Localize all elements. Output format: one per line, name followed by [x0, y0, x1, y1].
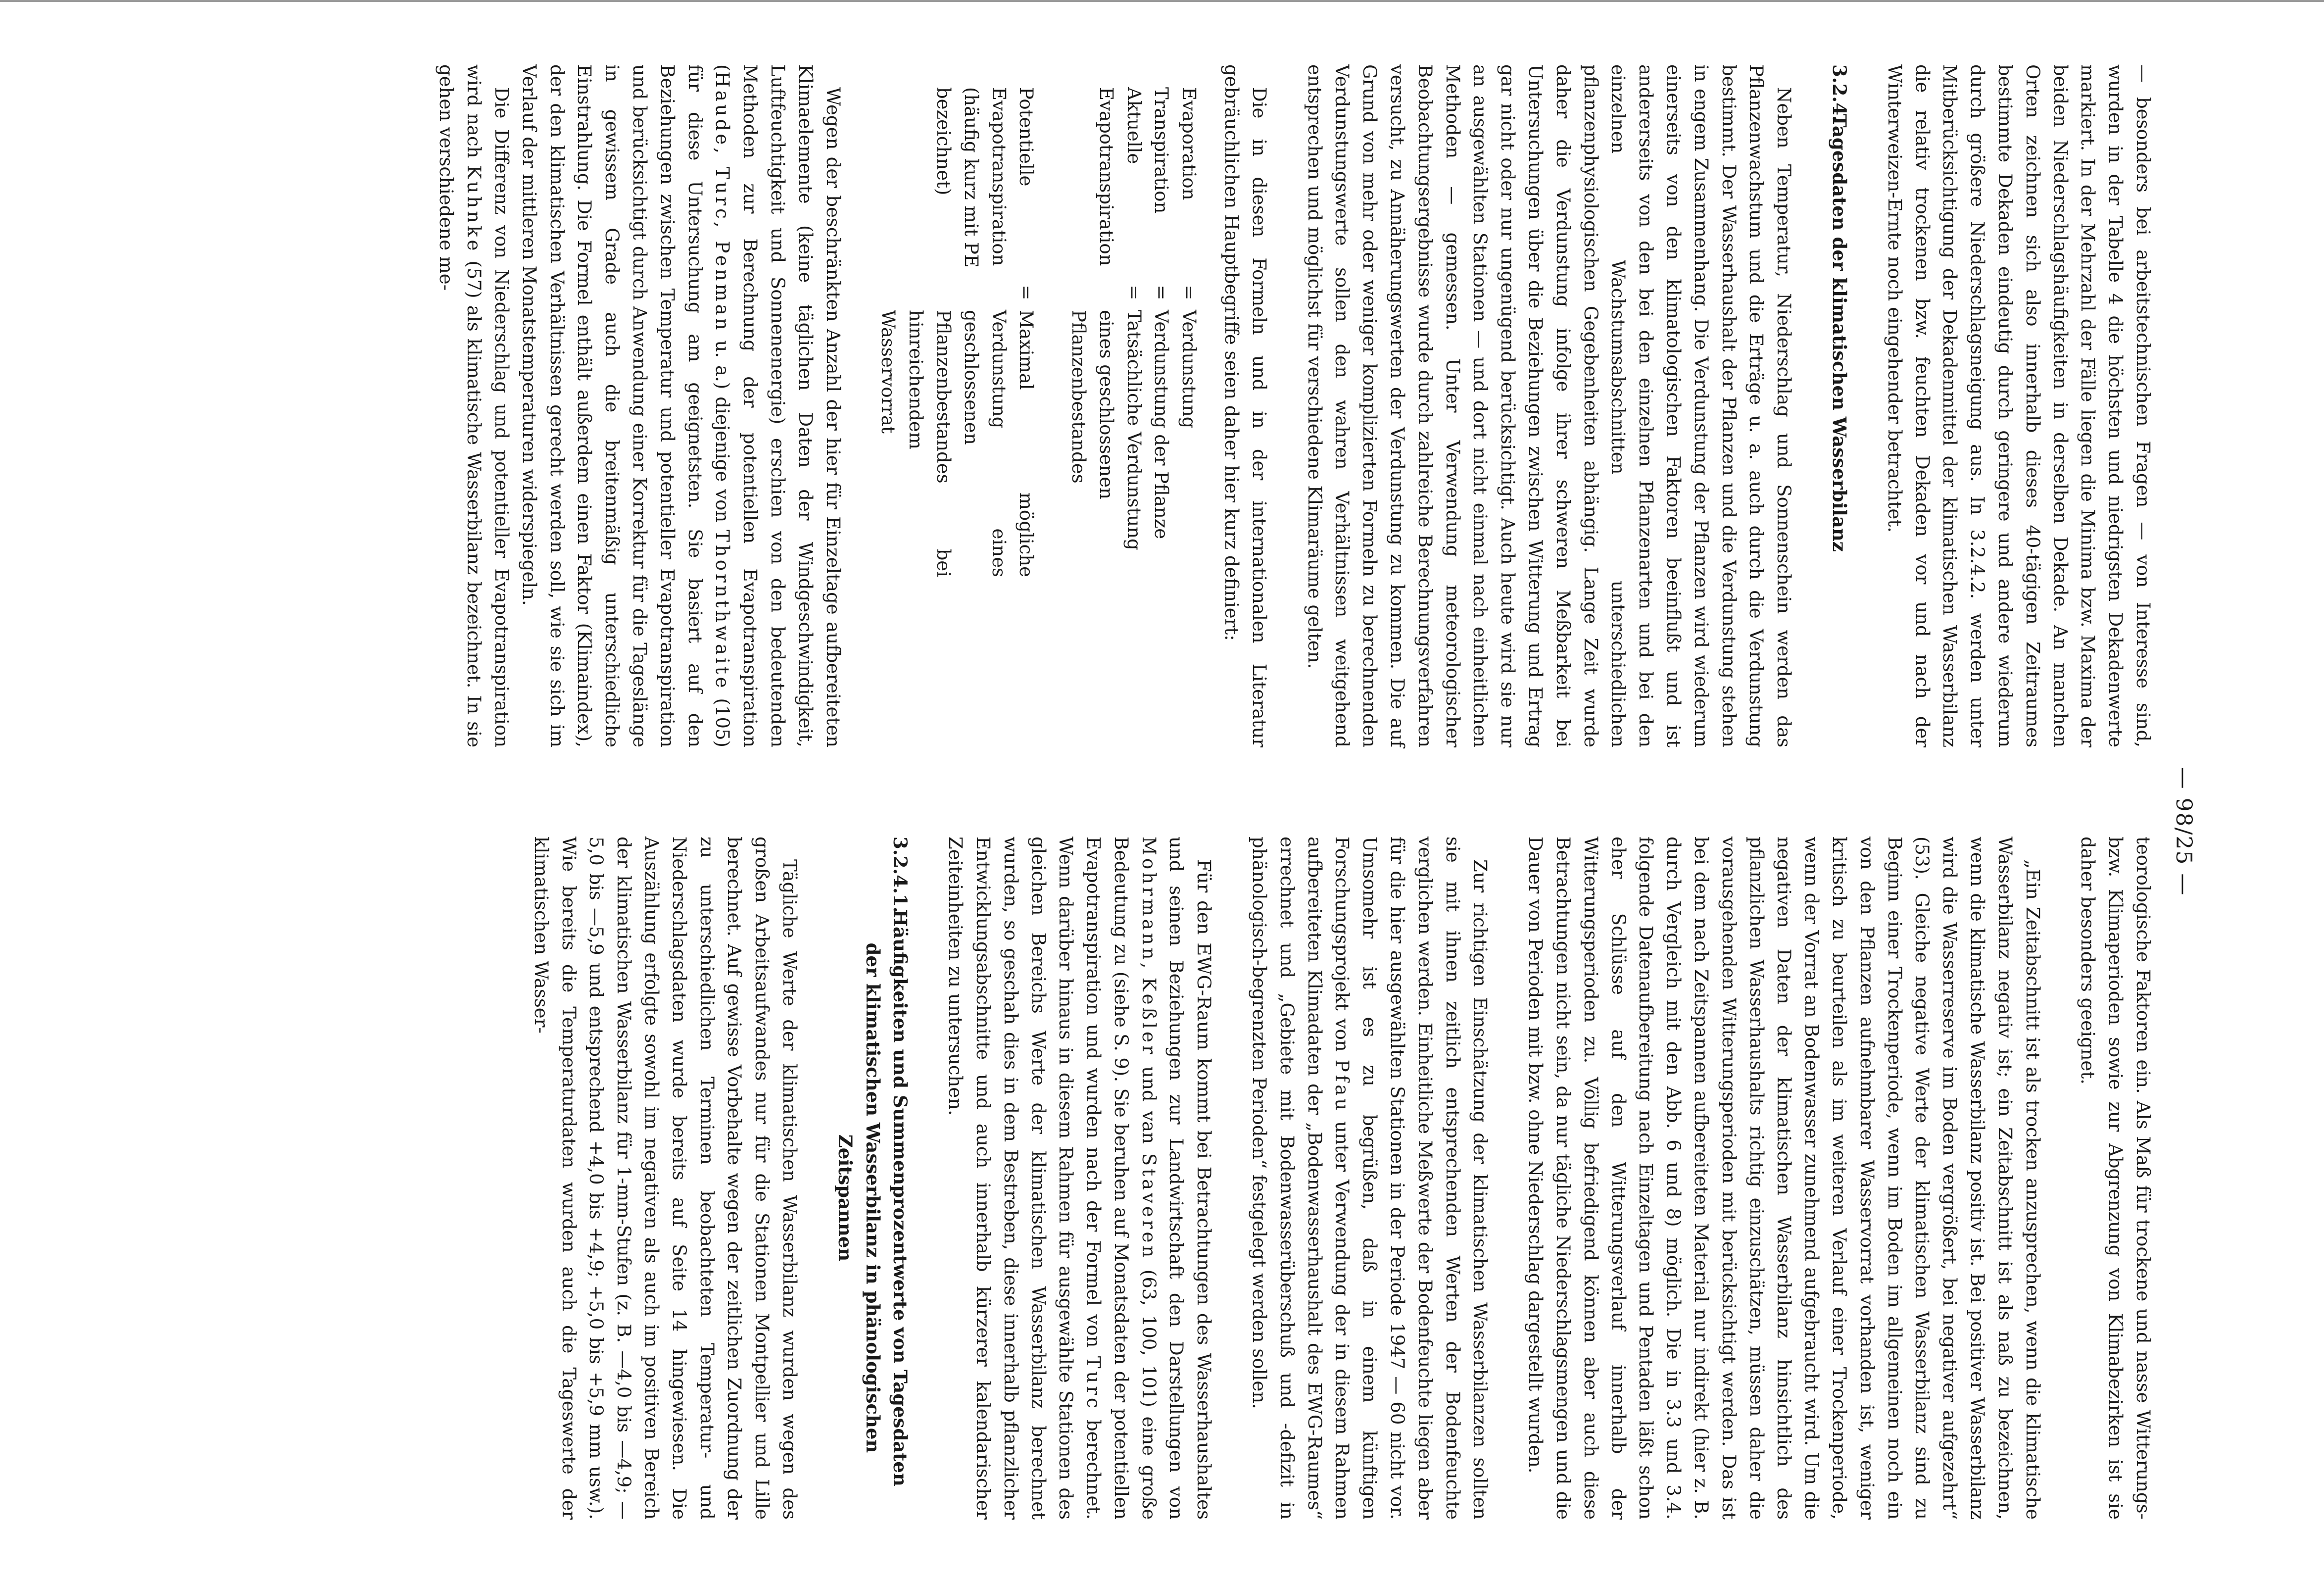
definition-equals: = [1016, 285, 1037, 300]
definition-table [874, 87, 1203, 747]
paragraph: Wegen der beschränkten Anzahl der hier für Einzeltage aufbereiteten Klimaelemente (keine täglichen Daten der Windgeschwindigkeit, Luftfeuchtigkeit und Sonnenenergie) erschien von den bedeutenden Methoden zur Berechnung der potentiellen Evapotranspiration (Haude, Turc, Penman u. a.) diejenige von Thornthwaite (105) für diese Untersuchung am geeignetsten. Sie basiert auf den Beziehungen zwischen Temperatur und potentieller Evapotranspiration und berücksichtigt durch Anwendung einer Korrektur für die Tageslänge in gewissem Grade auch die breitenmäßig unterschiedliche Einstrahlung. Die Formel enthält außerdem einen Faktor (Klimaindex), der den klimatischen Verhältnissen gerecht werden soll, wie sie sich im Verlauf der mittleren Monatstemperaturen widerspiegeln. [518, 64, 844, 747]
paragraph: — besonders bei arbeitstechnischen Fragen — von Interesse sind, wurden in der Tabelle 4 die höchsten und niedrigsten Dekadenwerte markiert. In der Mehrzahl der Fälle liegen die Minima bzw. Maxima der beiden Niederschlagshäufigkeiten in derselben Dekade. An manchen Orten zeichnen sich also innerhalb dieses 40-tägigen Zeitraumes bestimmte Dekaden eindeutig durch geringere und andere wiederum durch größere Niederschlagsneigung aus. In 3.2.4.2. werden unter Mitberücksichtigung der Dekadenmittel der klimatischen Wasserbilanz die relativ trockenen bzw. feuchten Dekaden vor und nach der Winterweizen-Ernte noch eingehender betrachtet. [1884, 64, 2154, 747]
author-name: Turc [1083, 1356, 1105, 1411]
section-title: Tagesdaten der klimatischen Wasserbilanz [1829, 114, 1851, 552]
rotated-page [143, 64, 2196, 1529]
author-name: Kuhnke [463, 165, 485, 254]
author-name: Keßler [1138, 977, 1160, 1057]
left-column [433, 64, 2157, 747]
definition-equals: = [1178, 285, 1200, 300]
subsection-heading [831, 837, 914, 1520]
definition-equals: = [1151, 285, 1172, 300]
section-number: 3.2.4. [1829, 64, 1851, 122]
definition-term: Transpiration [1151, 87, 1172, 214]
scan-top-edge [0, 0, 2324, 2]
paragraph: Die in diesen Formeln und in der internationalen Literatur gebräuchlichen Hauptbegriffe seien daher hier kurz definiert: [1221, 64, 1270, 747]
paragraph: Zur richtigen Einschätzung der klimatischen Wasserbilanzen sollten sie mit ihnen zeitlich entsprechenden Werten der Bodenfeuchte verglichen werden. Einheitliche Meßwerte der Bodenfeuchte liegen aber für die hier ausgewählten Stationen in der Periode 1947 — 60 nicht vor. Umsomehr ist es zu begrüßen, daß in einem künftigen Forschungsprojekt von Pfau unter Verwendung der in diesem Rahmen aufbereiteten Klimadaten der „Bodenwasserhaushalt des EWG-Raumes“ errechnet und „Gebiete mit Bodenwasserüberschuß und -defizit in phänologisch-begrenzten Perioden“ festgelegt werden sollen. [1249, 837, 1491, 1520]
paragraph: Die Differenz von Niederschlag und potentieller Evapotranspiration wird nach Kuhnke (57) als klimatische Wasserbilanz bezeichnet. In sie gehen verschiedene me- [436, 64, 512, 747]
definition-term: Evaporation [1178, 87, 1200, 200]
subsection-title: Häufigkeiten und Summenprozentwerte von Tagesdaten der klimatischen Wasserbilanz in phänologischen Zeitspannen [834, 909, 912, 1486]
author-name: Thornthwaite [712, 530, 733, 691]
definition-term: Aktuelle Evapotranspiration [1095, 87, 1145, 266]
right-column [527, 837, 2157, 1520]
definition-text: Verdunstung der Pflanze [1151, 310, 1172, 540]
section-heading [1825, 64, 1853, 747]
paragraph: Für den EWG-Raum kommt bei Betrachtungen des Wasserhaushaltes und seinen Beziehungen zur Landwirtschaft den Darstellungen von Mohrmann, Keßler und van Staveren (63, 100, 101) eine große Bedeutung zu (siehe S. 9). Sie beruhen auf Monatsdaten der potentiellen Evapotranspiration und wurden nach der Formel von Turc berechnet. Wenn darüber hinaus in diesem Rahmen für ausgewählte Stationen des gleichen Bereichs Werte der klimatischen Wasserbilanz berechnet wurden, so geschah dies in dem Bestreben, diese innerhalb pflanzlicher Entwicklungsabschnitte und auch innerhalb kürzerer kalendarischer Zeiteinheiten zu untersuchen. [945, 837, 1215, 1520]
definition-equals: = [1123, 285, 1145, 300]
author-name: Pfau [1331, 1059, 1353, 1114]
paragraph: „Ein Zeitabschnitt ist als trocken anzusprechen, wenn die klimatische Wasserbilanz negativ ist; ein Zeitabschnitt ist als naß zu bezeichnen, wenn die klimatische Wasserbilanz positiv ist. Bei positiver Wasserbilanz wird die Wasserreserve im Boden vergrößert, bei negativer aufgezehrt“ (53). Gleiche negative Werte der klimatischen Wasserbilanz sind zu Beginn einer Trockenperiode, wenn im Boden im allgemeinen noch ein von den Pflanzen aufnehmbarer Wasservorrat vorhanden ist, weniger kritisch zu beurteilen als im weiteren Verlauf einer Trockenperiode, wenn der Vorrat an Bodenwasser zunehmend aufgebraucht wird. Um die negativen Daten der klimatischen Wasserbilanz hinsichtlich des pflanzlichen Wasserhaushalts richtig einzuschätzen, müssen daher die vorausgehenden Witterungsperioden mit berücksichtigt werden. Das ist bei dem nach Zeitspannen aufbereiteten Material nur indirekt (hier z. B. durch Vergleich mit den Abb. 6 und 8) möglich. Die in 3.3 und 3.4. folgende Datenaufbereitung nach Einzeltagen und Pentaden läßt schon eher Schlüsse auf den Witterungsverlauf innerhalb der Witterungsperioden zu. Völlig befriedigend können aber auch diese Betrachtungen nicht sein, da nur tägliche Niederschlagsmengen und die Dauer von Perioden mit bzw. ohne Niederschlag dargestellt wurden. [1525, 837, 2043, 1520]
subsection-number: 3.2.4.1. [889, 837, 912, 913]
author-name: Staveren [1138, 1153, 1160, 1261]
paragraph: teorologische Faktoren ein. Als Maß für trockene und nasse Witterungs- bzw. Klimaperioden sowie zur Abgrenzung von Klimabezirken ist sie daher besonders geeignet. [2077, 837, 2154, 1520]
definition-text: Tatsächliche Verdunstung eines geschlossenen Pflanzenbestandes [1068, 310, 1145, 550]
definition-text: Verdunstung [1178, 310, 1200, 429]
paragraph: Tägliche Werte der klimatischen Wasserbilanz wurden wegen des großen Arbeitsaufwandes nur für die Stationen Montpellier und Lille berechnet. Auf gewisse Vorbehalte wegen der zeitlichen Zuordnung der zu unterschiedlichen Terminen beobachteten Temperatur- und Niederschlagsdaten wurde bereits auf Seite 14 hingewiesen. Die Auszählung erfolgte sowohl im negativen als auch im positiven Bereich der klimatischen Wasserbilanz für 1-mm-Stufen (z. B. —4,0 bis —4,9; —5,0 bis —5,9 und entsprechend +4,0 bis +4,9; +5,0 bis +5,9 mm usw.). Wie bereits die Temperaturdaten wurden auch die Tageswerte der klimatischen Wasser- [530, 837, 800, 1520]
definition-term: Potentielle Evapotranspiration (häufig kurz mit PE bezeichnet) [932, 87, 1037, 268]
paragraph: Neben Temperatur, Niederschlag und Sonnenschein werden das Pflanzenwachstum und die Erträge u. a. auch durch die Verdunstung bestimmt. Der Wasserhaushalt der Pflanzen und die Verdunstung stehen in engem Zusammenhang. Die Verdunstung der Pflanzen wird wiederum einerseits von den klimatologischen Faktoren beeinflußt und ist andererseits von den bei den einzelnen Pflanzenarten und bei den einzelnen Wachstumsabschnitten unterschiedlichen pflanzenphysiologischen Gegebenheiten abhängig. Lange Zeit wurde daher die Verdunstung infolge ihrer schweren Meßbarkeit bei Untersuchungen über die Beziehungen zwischen Witterung und Ertrag gar nicht oder nur ungenügend berücksichtigt. Auch heute wird sie nur an ausgewählten Stationen — und dort nicht einmal nach einheitlichen Methoden — gemessen. Unter Verwendung meteorologischer Beobachtungsergebnisse wurde durch zahlreiche Berechnungsverfahren versucht, zu Annäherungswerten der Verdunstung zu kommen. Die auf Grund von mehr oder weniger komplizierten Formeln zu berechnenden Verdunstungswerte sollen den wahren Verhältnissen weitgehend entsprechen und möglichst für verschiedene Klimaräume gelten. [1304, 64, 1795, 747]
definition-text: Maximal mögliche Verdunstung eines geschlossenen Pflanzenbestandes bei hinreichendem Wasservorrat [877, 310, 1037, 577]
author-name: Mohrmann [1138, 837, 1160, 963]
author-names: Haude, Turc, Penman [712, 71, 733, 333]
page-number: — 98/25 — [2171, 767, 2196, 896]
